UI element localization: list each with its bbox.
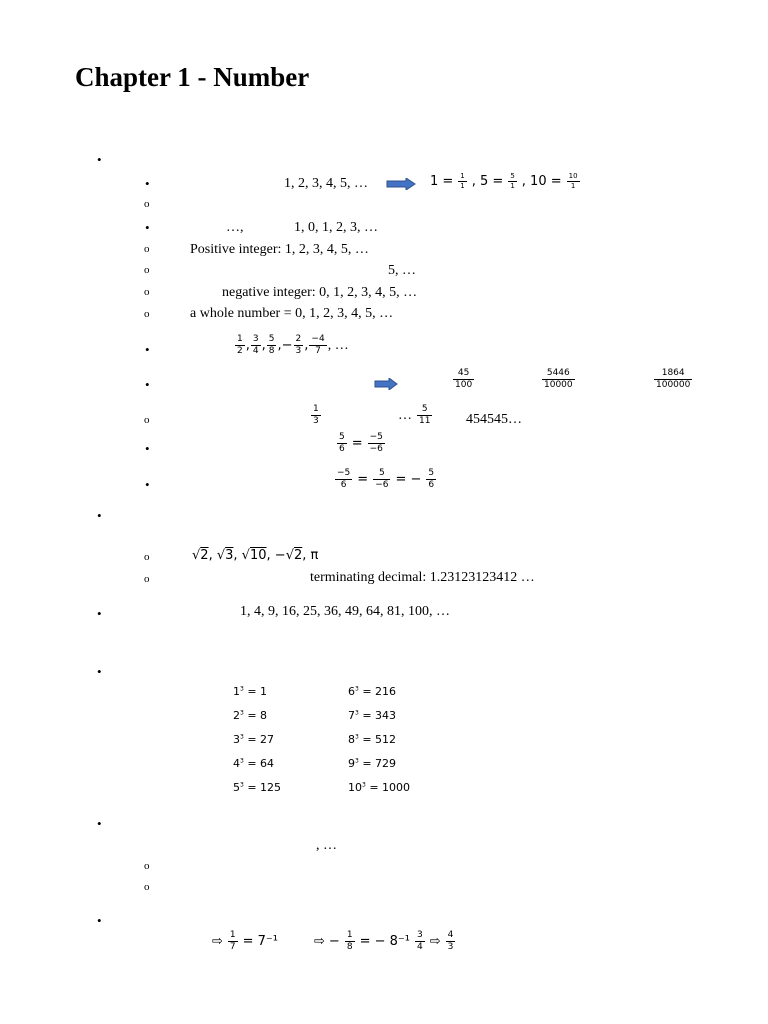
bullet: • bbox=[145, 441, 150, 456]
numerator: 45 bbox=[453, 368, 474, 380]
minus-sign: − bbox=[281, 338, 293, 353]
fraction bbox=[335, 468, 352, 491]
cube-exponent: 3 bbox=[355, 757, 359, 765]
bullet: • bbox=[145, 477, 150, 492]
sub-bullet: o bbox=[144, 286, 150, 298]
denominator: −6 bbox=[369, 444, 383, 454]
cube-exponent: 3 bbox=[355, 685, 359, 693]
denominator: 1 bbox=[570, 182, 576, 190]
numerator: 5 bbox=[510, 172, 515, 180]
numerator: −4 bbox=[311, 334, 325, 344]
right-arrow-icon bbox=[374, 378, 398, 390]
sub-bullet: o bbox=[144, 860, 150, 872]
arrow-icon: ⇨ bbox=[429, 934, 441, 949]
fraction bbox=[542, 368, 575, 391]
arrow-icon: ⇨ bbox=[314, 934, 325, 949]
sub-bullet: o bbox=[144, 573, 150, 585]
denominator: 3 bbox=[295, 346, 302, 356]
decimal-fraction bbox=[541, 368, 576, 391]
cube-base: 4 bbox=[233, 757, 240, 770]
denominator: 11 bbox=[419, 416, 431, 426]
denominator: −6 bbox=[375, 480, 389, 490]
cube-base: 10 bbox=[348, 781, 362, 794]
cube-value: 8 bbox=[260, 709, 268, 722]
ellipsis: , … bbox=[316, 838, 337, 853]
denominator: 7 bbox=[229, 942, 236, 952]
cube-row bbox=[233, 757, 274, 770]
cube-value: 729 bbox=[375, 757, 397, 770]
natural-numbers: 1, 2, 3, 4, 5, … bbox=[284, 176, 368, 191]
equals: = bbox=[243, 781, 261, 794]
cube-row bbox=[348, 709, 396, 722]
cube-value: 343 bbox=[375, 709, 397, 722]
cube-row bbox=[348, 757, 396, 770]
equals: = bbox=[358, 733, 376, 746]
reciprocal-row bbox=[212, 930, 456, 953]
equals: = bbox=[243, 709, 261, 722]
cube-base: 7 bbox=[348, 709, 355, 722]
fraction bbox=[235, 334, 245, 357]
numerator: 2 bbox=[295, 334, 302, 344]
arrow-icon: ⇨ bbox=[212, 934, 223, 949]
numerator: −5 bbox=[369, 432, 383, 442]
denominator: 2 bbox=[237, 346, 243, 356]
bullet: • bbox=[97, 606, 102, 621]
radicand: 3 bbox=[225, 548, 234, 563]
decimal-fraction bbox=[653, 368, 693, 391]
sub-bullet: o bbox=[144, 414, 150, 426]
square-numbers: 1, 4, 9, 16, 25, 36, 49, 64, 81, 100, … bbox=[240, 604, 450, 619]
reciprocal-result: = − 8⁻¹ bbox=[359, 934, 410, 949]
sub-bullet: o bbox=[144, 881, 150, 893]
equals: = bbox=[351, 436, 363, 451]
ellipsis: … bbox=[398, 408, 412, 424]
eq-ten: , 10 = bbox=[521, 174, 562, 189]
radicand: 2 bbox=[294, 548, 303, 563]
fraction bbox=[458, 172, 466, 191]
equals: = bbox=[243, 685, 261, 698]
cube-exponent: 3 bbox=[240, 685, 244, 693]
denominator: 6 bbox=[340, 480, 347, 490]
bullet: • bbox=[145, 176, 150, 191]
equivalent-fractions bbox=[336, 432, 386, 455]
integers-prefix: …, bbox=[226, 220, 244, 235]
terminating-decimal: terminating decimal: 1.23123123412 … bbox=[310, 570, 535, 585]
sub-bullet: o bbox=[144, 264, 150, 276]
sub-bullet: o bbox=[144, 198, 150, 210]
fraction bbox=[267, 334, 277, 357]
negative-integers-tail: 5, … bbox=[388, 263, 416, 278]
numerator: −5 bbox=[337, 468, 351, 478]
recurring-value: 454545… bbox=[466, 412, 522, 427]
right-arrow-icon bbox=[386, 178, 416, 190]
bullet: • bbox=[97, 152, 102, 167]
whole-numbers: a whole number = 0, 1, 2, 3, 4, 5, … bbox=[190, 306, 394, 321]
cube-base: 1 bbox=[233, 685, 240, 698]
equals-minus: = − bbox=[395, 472, 422, 487]
bullet: • bbox=[145, 377, 150, 392]
denominator: 1 bbox=[510, 182, 515, 190]
cube-exponent: 3 bbox=[362, 781, 366, 789]
cube-row bbox=[348, 685, 396, 698]
sub-bullet: o bbox=[144, 308, 150, 320]
denominator: 100000 bbox=[656, 380, 691, 390]
denominator: 7 bbox=[315, 346, 321, 356]
cube-value: 1 bbox=[260, 685, 268, 698]
fraction bbox=[654, 368, 692, 391]
fraction bbox=[426, 468, 436, 491]
cube-row bbox=[233, 709, 267, 722]
bullet: • bbox=[145, 220, 150, 235]
eq-five: , 5 = bbox=[471, 174, 504, 189]
fraction bbox=[228, 930, 238, 953]
equals: = bbox=[357, 472, 369, 487]
equals: = bbox=[243, 757, 261, 770]
fraction bbox=[311, 404, 321, 427]
denominator: 3 bbox=[447, 942, 454, 952]
denominator: 4 bbox=[416, 942, 423, 952]
bullet: • bbox=[145, 342, 150, 357]
cube-base: 5 bbox=[233, 781, 240, 794]
reciprocal-result: = 7⁻¹ bbox=[242, 934, 279, 949]
decimal-fraction bbox=[452, 368, 475, 391]
denominator: 4 bbox=[252, 346, 259, 356]
numerator: 5446 bbox=[542, 368, 575, 380]
cube-base: 9 bbox=[348, 757, 355, 770]
equals: = bbox=[243, 733, 261, 746]
integers-list: 1, 0, 1, 2, 3, … bbox=[294, 220, 378, 235]
fraction bbox=[368, 432, 385, 455]
cube-exponent: 3 bbox=[240, 781, 244, 789]
numerator: 4 bbox=[447, 930, 454, 940]
non-negative-integers: negative integer: 0, 1, 2, 3, 4, 5, … bbox=[222, 285, 418, 300]
equivalent-fractions bbox=[334, 468, 437, 491]
fraction bbox=[417, 404, 432, 427]
numerator: 1 bbox=[313, 404, 319, 414]
fraction bbox=[309, 334, 326, 357]
equals: = bbox=[358, 685, 376, 698]
numerator: 1 bbox=[237, 334, 243, 344]
cube-exponent: 3 bbox=[240, 733, 244, 741]
cube-exponent: 3 bbox=[355, 709, 359, 717]
page-title: Chapter 1 - Number bbox=[75, 62, 310, 92]
cube-value: 27 bbox=[260, 733, 275, 746]
bullet: • bbox=[97, 913, 102, 928]
denominator: 6 bbox=[428, 480, 435, 490]
denominator: 8 bbox=[346, 942, 353, 952]
fraction bbox=[345, 930, 355, 953]
cube-base: 3 bbox=[233, 733, 240, 746]
denominator: 3 bbox=[313, 416, 319, 426]
minus-sign: − bbox=[328, 934, 340, 949]
radicand: 2 bbox=[200, 548, 209, 563]
cube-value: 1000 bbox=[382, 781, 411, 794]
fraction bbox=[415, 930, 425, 953]
numerator: 1 bbox=[460, 172, 465, 180]
cube-row bbox=[348, 781, 410, 794]
fraction bbox=[294, 334, 304, 357]
numerator: 1 bbox=[229, 930, 236, 940]
positive-integers: Positive integer: 1, 2, 3, 4, 5, … bbox=[190, 242, 369, 257]
numerator: 5 bbox=[339, 432, 345, 442]
fraction bbox=[508, 172, 516, 191]
equals: = bbox=[365, 781, 383, 794]
cube-base: 6 bbox=[348, 685, 355, 698]
sub-bullet: o bbox=[144, 243, 150, 255]
denominator: 100 bbox=[455, 380, 473, 390]
equals: = bbox=[358, 709, 376, 722]
fraction bbox=[446, 930, 456, 953]
numerator: 3 bbox=[252, 334, 259, 344]
cube-value: 216 bbox=[375, 685, 397, 698]
numerator: 5 bbox=[428, 468, 435, 478]
numerator: 5 bbox=[373, 468, 390, 480]
denominator: 10000 bbox=[544, 380, 573, 390]
numerator: 1 bbox=[346, 930, 353, 940]
numerator: 5 bbox=[417, 404, 432, 416]
cube-base: 2 bbox=[233, 709, 240, 722]
cube-row bbox=[233, 685, 267, 698]
numerator: 5 bbox=[268, 334, 275, 344]
fraction bbox=[251, 334, 261, 357]
cube-value: 64 bbox=[260, 757, 275, 770]
fraction-examples: $\frac{1}{2}$ , $\frac{3}{4}$ , $\frac{5}{8}$ ,− $\frac{2}{3}$ , $\frac{-4}{7}$ , … bbox=[237, 334, 349, 356]
cube-exponent: 3 bbox=[355, 733, 359, 741]
cube-exponent: 3 bbox=[240, 757, 244, 765]
ellipsis: , … bbox=[327, 338, 349, 354]
natural-fractions bbox=[430, 172, 581, 191]
cube-exponent: 3 bbox=[240, 709, 244, 717]
bullet: • bbox=[97, 508, 102, 523]
numerator: 3 bbox=[416, 930, 423, 940]
cube-base: 8 bbox=[348, 733, 355, 746]
sub-bullet: o bbox=[144, 551, 150, 563]
radicand: 10 bbox=[249, 548, 267, 563]
fraction bbox=[453, 368, 474, 391]
cube-row bbox=[233, 733, 274, 746]
minus-sign: − bbox=[274, 548, 286, 563]
cube-row bbox=[233, 781, 281, 794]
numerator: 1864 bbox=[654, 368, 692, 380]
fraction bbox=[337, 432, 347, 455]
cube-row bbox=[348, 733, 396, 746]
equals: = bbox=[358, 757, 376, 770]
denominator: 6 bbox=[339, 444, 345, 454]
fraction bbox=[373, 468, 390, 491]
bullet: • bbox=[97, 816, 102, 831]
cube-value: 125 bbox=[260, 781, 282, 794]
denominator: 8 bbox=[268, 346, 275, 356]
pi: , π bbox=[302, 548, 319, 563]
denominator: 1 bbox=[460, 182, 465, 190]
cube-value: 512 bbox=[375, 733, 397, 746]
recurring-fraction bbox=[310, 404, 322, 427]
irrational-examples: √2, √3, √10, −√2, π bbox=[192, 548, 319, 563]
numerator: 10 bbox=[568, 172, 578, 180]
eq-one: 1 = bbox=[430, 174, 454, 189]
fraction bbox=[567, 172, 580, 191]
recurring-fraction bbox=[398, 404, 433, 427]
bullet: • bbox=[97, 664, 102, 679]
